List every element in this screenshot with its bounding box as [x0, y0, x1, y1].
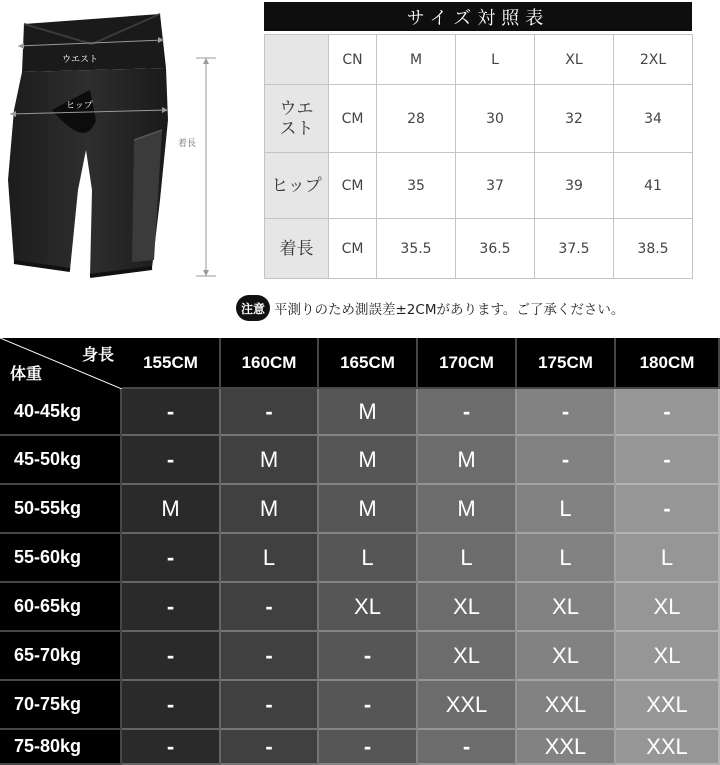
grid-size-cell: L [517, 485, 616, 534]
size-chart-value-cell: 35 [377, 153, 456, 219]
grid-size-cell: XXL [517, 681, 616, 730]
length-arrow-top [203, 58, 209, 64]
grid-size-cell: L [418, 534, 517, 583]
grid-size-cell: M [221, 436, 319, 485]
shorts-illustration [0, 0, 240, 290]
grid-size-cell: L [319, 534, 418, 583]
grid-size-cell: - [319, 632, 418, 681]
size-chart-header-cell: M [377, 35, 456, 85]
size-chart-corner-cell [265, 35, 329, 85]
grid-weight-label: 40-45kg [0, 389, 122, 436]
grid-size-cell: XXL [616, 681, 720, 730]
grid-height-header: 身長 [81, 345, 114, 364]
grid-size-cell: - [122, 389, 221, 436]
grid-size-cell: L [517, 534, 616, 583]
grid-size-cell: - [418, 389, 517, 436]
grid-weight-header: 体重 [10, 364, 43, 383]
size-chart-value-cell: 41 [614, 153, 693, 219]
size-chart-title: サイズ対照表 [264, 2, 692, 31]
note-text: 平測りのため測誤差±2CMがあります。ご了承ください。 [274, 302, 625, 318]
size-chart-unit-cell: CM [329, 153, 377, 219]
grid-weight-label: 45-50kg [0, 436, 122, 485]
size-chart-value-cell: 34 [614, 85, 693, 153]
size-chart-value-cell: 32 [535, 85, 614, 153]
size-chart-value-cell: 36.5 [456, 219, 535, 279]
grid-size-cell: - [517, 389, 616, 436]
size-chart-value-cell: 37.5 [535, 219, 614, 279]
size-chart-header-cell: L [456, 35, 535, 85]
grid-height-cell: 165CM [319, 338, 418, 389]
size-chart-header-cell: XL [535, 35, 614, 85]
grid-height-cell: 170CM [418, 338, 517, 389]
grid-height-cell: 175CM [517, 338, 616, 389]
grid-size-cell: - [616, 436, 720, 485]
size-chart-header-row [265, 35, 693, 85]
grid-weight-label: 55-60kg [0, 534, 122, 583]
grid-size-cell: XL [517, 632, 616, 681]
size-chart-value-cell: 38.5 [614, 219, 693, 279]
size-chart-value-cell: 39 [535, 153, 614, 219]
size-chart-value-cell: 37 [456, 153, 535, 219]
grid-corner-cell [0, 338, 122, 389]
grid-size-cell: XXL [418, 681, 517, 730]
size-chart-row-hip [265, 153, 693, 219]
grid-size-cell: XL [418, 583, 517, 632]
size-chart-row-waist [265, 85, 693, 153]
hip-label: ヒップ [66, 101, 93, 111]
grid-size-cell: M [221, 485, 319, 534]
size-chart-unit-cell: CM [329, 85, 377, 153]
grid-weight-label: 50-55kg [0, 485, 122, 534]
size-chart-value-cell: 28 [377, 85, 456, 153]
grid-size-cell: XXL [616, 730, 720, 765]
hip-arrow-left [10, 111, 16, 117]
grid-size-cell: - [616, 485, 720, 534]
waist-arrow-left [18, 43, 24, 49]
size-chart-row-label: ウエ スト [265, 85, 329, 153]
waist-label: ウエスト [62, 55, 99, 65]
size-chart-row-label: ヒップ [265, 153, 329, 219]
grid-height-cell: 160CM [221, 338, 319, 389]
size-chart-unit-cell: CM [329, 219, 377, 279]
grid-size-cell: - [122, 681, 221, 730]
grid-size-cell: - [221, 389, 319, 436]
grid-weight-label: 75-80kg [0, 730, 122, 765]
grid-size-cell: - [221, 730, 319, 765]
grid-size-cell: M [418, 436, 517, 485]
grid-size-cell: - [517, 436, 616, 485]
measurement-note [236, 294, 624, 322]
size-chart-row-length [265, 219, 693, 279]
size-chart-value-cell: 35.5 [377, 219, 456, 279]
grid-size-cell: - [122, 632, 221, 681]
grid-size-cell: - [122, 534, 221, 583]
grid-size-cell: XL [418, 632, 517, 681]
grid-weight-label: 70-75kg [0, 681, 122, 730]
shorts-body [8, 14, 168, 276]
grid-size-cell: M [319, 485, 418, 534]
size-chart-value-cell: 30 [456, 85, 535, 153]
grid-size-cell: XL [319, 583, 418, 632]
grid-size-cell: M [319, 436, 418, 485]
grid-size-cell: - [122, 436, 221, 485]
grid-weight-label: 60-65kg [0, 583, 122, 632]
length-label: 着長 [178, 139, 197, 149]
grid-height-cell: 180CM [616, 338, 720, 389]
grid-size-cell: L [221, 534, 319, 583]
size-chart-header-cell: CN [329, 35, 377, 85]
grid-size-cell: - [616, 389, 720, 436]
size-chart-table [264, 34, 693, 279]
grid-size-cell: - [221, 681, 319, 730]
note-badge: 注意 [236, 295, 270, 321]
grid-size-cell: L [616, 534, 720, 583]
length-arrow-bottom [203, 270, 209, 276]
size-chart-row-label: 着長 [265, 219, 329, 279]
grid-weight-label: 65-70kg [0, 632, 122, 681]
grid-size-cell: - [122, 730, 221, 765]
grid-size-cell: XL [616, 632, 720, 681]
grid-size-cell: XL [517, 583, 616, 632]
grid-size-cell: XXL [517, 730, 616, 765]
height-weight-size-grid [0, 338, 720, 765]
grid-size-cell: M [319, 389, 418, 436]
grid-size-cell: M [122, 485, 221, 534]
grid-height-cell: 155CM [122, 338, 221, 389]
grid-size-cell: - [319, 681, 418, 730]
grid-size-cell: - [319, 730, 418, 765]
size-chart-header-cell: 2XL [614, 35, 693, 85]
grid-size-cell: - [221, 583, 319, 632]
grid-size-cell: - [122, 583, 221, 632]
grid-size-cell: M [418, 485, 517, 534]
grid-size-cell: - [221, 632, 319, 681]
grid-size-cell: - [418, 730, 517, 765]
grid-size-cell: XL [616, 583, 720, 632]
